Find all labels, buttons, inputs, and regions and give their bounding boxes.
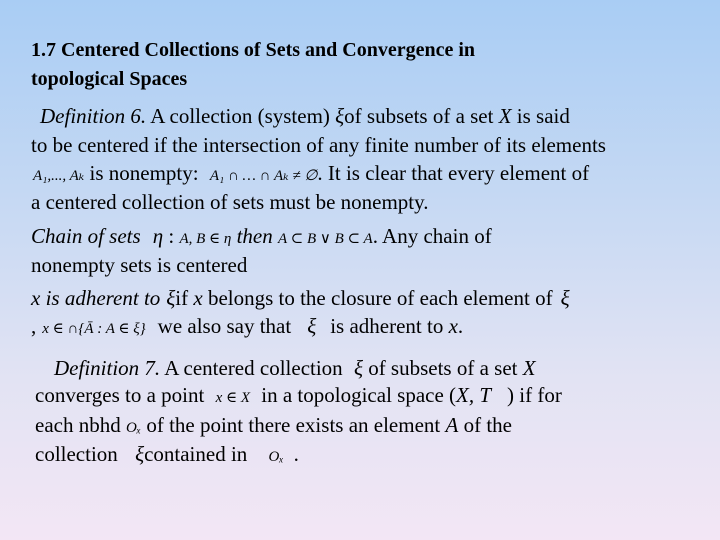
slide-title-line2: topological Spaces	[31, 68, 188, 90]
adherent-text: belongs to the closure of each element of	[202, 286, 553, 310]
def7-text: contained in	[144, 442, 253, 466]
adherent-line1	[31, 286, 570, 310]
chain-implication: A ⊂ B ∨ B ⊂ A	[277, 231, 373, 247]
chain-line2: nonempty sets is centered	[31, 253, 248, 277]
element-a-symbol: A	[445, 413, 459, 437]
def6-text: A collection (system)	[146, 104, 336, 128]
xi-symbol: ξ	[353, 356, 363, 380]
adherent-text: we also say that	[157, 314, 292, 338]
definition-7-line1	[54, 356, 536, 380]
x-symbol: x	[193, 286, 203, 310]
def7-text: of the point there exists an element	[141, 413, 446, 437]
def7-text: of subsets of a set	[362, 356, 523, 380]
def7-dot: .	[293, 442, 299, 466]
def7-text: each nbhd	[35, 413, 126, 437]
definition-6-line2: to be centered if the intersection of any finite number of its elements	[31, 133, 606, 157]
adherent-comma: ,	[31, 314, 37, 338]
definition-7-line3	[35, 413, 512, 440]
def7-text: ) if for	[507, 383, 562, 407]
def6-text: is said	[511, 104, 570, 128]
xi-symbol: ξ	[307, 314, 317, 338]
definition-6-line3	[33, 161, 589, 188]
definition-7-line2	[35, 383, 562, 410]
x-symbol: x	[448, 314, 458, 338]
chain-condition: A, B ∈ η	[179, 231, 232, 247]
def6-text: of subsets of a set	[344, 104, 499, 128]
def7-text: A centered collection	[160, 356, 348, 380]
def7-text: converges to a point	[35, 383, 210, 407]
eta-symbol: η	[152, 224, 164, 248]
xi-symbol: ξ	[135, 442, 145, 466]
neighborhood-symbol: Oₓ	[268, 449, 284, 465]
chain-text: . Any chain of	[372, 224, 492, 248]
intersection-formula: A₁ ∩ … ∩ Aₖ ≠ ∅	[209, 168, 318, 184]
slide-title-line1: 1.7 Centered Collections of Sets and Convergence in	[31, 39, 476, 61]
def6-text: is nonempty:	[84, 161, 204, 185]
space-formula: X, T	[456, 383, 492, 407]
definition-7-label: Definition 7.	[54, 356, 161, 380]
chain-label: Chain of sets	[31, 224, 141, 248]
chain-line1	[31, 224, 492, 251]
definition-6-line4: a centered collection of sets must be nonempty.	[31, 190, 429, 214]
xi-symbol: ξ	[335, 104, 345, 128]
def7-text: of the	[458, 413, 512, 437]
definition-7-line4	[35, 442, 299, 469]
chain-then: then	[231, 224, 278, 248]
adherent-label: x is adherent to	[31, 286, 161, 310]
chain-colon: :	[163, 224, 180, 248]
set-x-symbol: X	[522, 356, 536, 380]
def7-text: in a topological space (	[256, 383, 457, 407]
neighborhood-symbol: Oₓ	[125, 420, 142, 436]
sequence-formula: A₁,..., Aₖ	[33, 168, 85, 184]
adherent-if: if	[175, 286, 194, 310]
closure-intersection-formula: x ∈ ∩{Ā : A ∈ ξ}	[42, 321, 146, 337]
def6-text: . It is clear that every element of	[317, 161, 590, 185]
xi-symbol: ξ	[166, 286, 176, 310]
adherent-dot: .	[457, 314, 464, 338]
set-x-symbol: X	[498, 104, 512, 128]
adherent-text: is adherent to	[330, 314, 449, 338]
point-formula: x ∈ X	[215, 390, 251, 406]
def7-text: collection	[35, 442, 124, 466]
definition-6-label: Definition 6.	[40, 104, 147, 128]
definition-6-line1	[40, 104, 570, 128]
adherent-line2	[31, 314, 463, 341]
xi-symbol: ξ	[560, 286, 570, 310]
